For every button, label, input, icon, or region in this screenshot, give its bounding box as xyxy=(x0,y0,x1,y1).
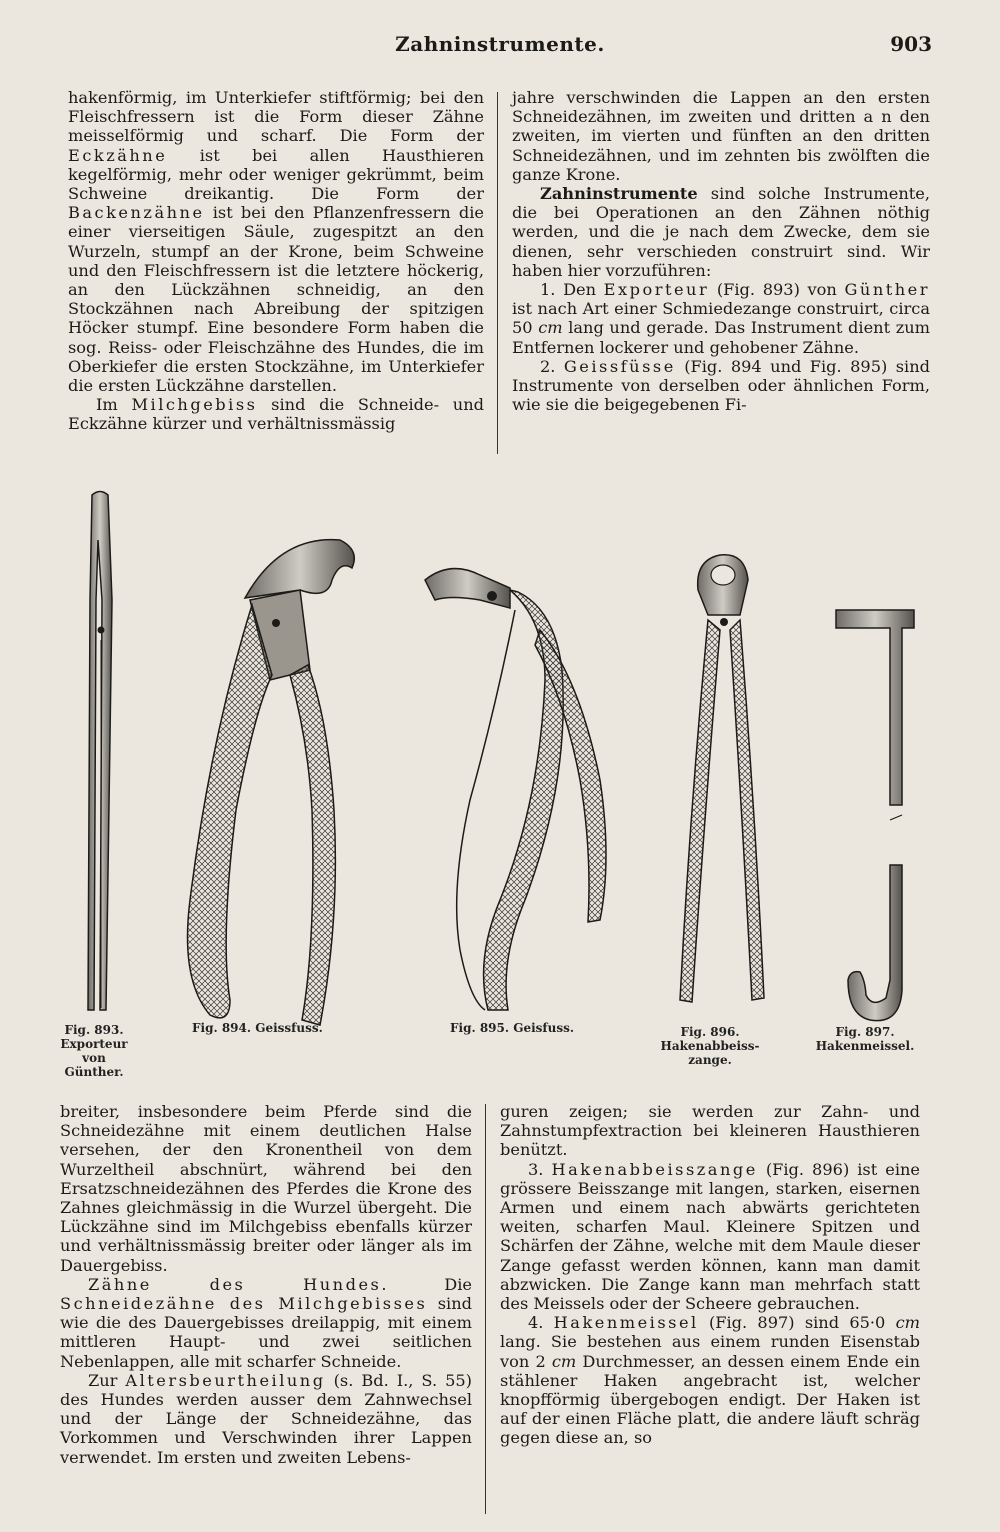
paragraph xyxy=(60,1371,472,1467)
paragraph xyxy=(512,184,930,280)
caption-line: Hakenmeissel. xyxy=(815,1039,915,1053)
text-run: hakenförmig, im Unterkiefer stiftförmig; bei den Fleischfressern ist die Form dieser Zähne meisselförmig und scharf. Die Form der xyxy=(68,88,484,146)
text-run: jahre verschwinden die Lappen an den ersten Schneidezähnen, im zweiten und dritten a n den zweiten, im vierten und fünften an den dritten Schneidezähnen, und im zehnten bis zwölften die ganze Krone. xyxy=(512,88,930,184)
spaced-text: Hakenmeissel xyxy=(553,1313,699,1333)
paragraph xyxy=(68,395,484,433)
text-run: (s. Bd. I., S. 55) des Hundes werden ausser dem Zahnwechsel und der Länge der Schneidezähne, das Vorkommen und Verschwinden ihrer Lappen verwendet. Im ersten und zweiten Lebens- xyxy=(60,1370,472,1467)
figure-plate xyxy=(40,480,970,1040)
column-top-right xyxy=(512,88,930,414)
column-top-left xyxy=(68,88,484,434)
bold-text: Zahninstrumente xyxy=(540,184,698,204)
text-run: lang. Sie bestehen aus einem runden Eisenstab von 2 xyxy=(500,1332,920,1371)
text-run: lang und gerade. Das Instrument dient zum Entfernen lockerer und gehobener Zähne. xyxy=(512,318,930,357)
text-run: Durchmesser, an dessen einem Ende ein stählener Haken angebracht ist, welcher knopfförmig übergebogen endigt. Der Haken ist auf der einen Fläche platt, die andere läuft schräg gegen diese an, so xyxy=(500,1351,920,1448)
caption-fig-895: Fig. 895. Geisfuss. xyxy=(450,1021,575,1035)
page-number: 903 xyxy=(890,32,932,56)
caption-fig-894: Fig. 894. Geissfuss. xyxy=(192,1021,323,1035)
paragraph xyxy=(512,357,930,415)
spaced-text: Altersbeurtheilung xyxy=(125,1370,326,1390)
hakenmeissel-illustration xyxy=(836,610,914,1021)
text-run: Zur xyxy=(88,1370,126,1390)
italic-text: cm xyxy=(551,1351,577,1371)
spaced-text: Günther xyxy=(844,280,930,300)
caption-fig-896 xyxy=(650,1025,770,1067)
caption-fig-897 xyxy=(800,1025,930,1053)
text-run: (Fig. 896) ist eine grössere Beisszange mit langen, starken, eisernen Armen und einem nach abwärts gerichteten weiten, scharfen Maul. Kleinere Spitzen und Schärfen der Zähne, welche mit dem Maule dieser Zange gefasst werden können, kann man damit abzwicken. Die Zange kann man mehrfach statt des Meissels oder der Scheere gebrauchen. xyxy=(500,1159,921,1314)
spaced-text: Eckzähne xyxy=(68,145,168,165)
text-run: guren zeigen; sie werden zur Zahn- und Zahnstumpfextraction bei kleineren Hausthieren benützt. xyxy=(500,1102,920,1160)
column-divider xyxy=(485,1104,486,1514)
paragraph xyxy=(512,280,930,357)
text-run: Die xyxy=(388,1274,472,1294)
caption-fig-893 xyxy=(44,1023,144,1079)
text-run: sind solche Instrumente, die bei Operationen an den Zähnen nöthig werden, und die je nach dem Zwecke, dem sie dienen, sehr verschieden construirt sind. Wir haben hier vorzuführen: xyxy=(512,184,930,280)
paragraph xyxy=(60,1275,472,1371)
text-run: ist bei allen Hausthieren kegelförmig, mehr oder weniger gekrümmt, beim Schweine dreikantig. Die Form der xyxy=(68,145,484,204)
column-bottom-left xyxy=(60,1102,472,1467)
caption-line: Fig. 893. xyxy=(64,1023,124,1037)
spaced-text: Hakenabbeisszange xyxy=(551,1159,758,1179)
paragraph xyxy=(500,1313,920,1447)
text-run: (Fig. 894 und Fig. 895) sind Instrumente von derselben oder ähnlichen Form, wie sie die beigegebenen Fi- xyxy=(512,356,930,415)
caption-line: Fig. 896. xyxy=(680,1025,740,1039)
geissfuss-894-illustration xyxy=(188,540,355,1025)
spaced-text: Geissfüsse xyxy=(563,356,676,376)
text-run: sind die Schneide- und Eckzähne kürzer und verhältnissmässig xyxy=(68,395,484,434)
caption-line: Günther. xyxy=(64,1065,124,1079)
text-run: ist bei den Pflanzenfressern die einer vierseitigen Säule, zugespitzt an den Wurzeln, stumpf an der Krone, beim Schweine und den Fleischfressern ist die letztere höckerig, an den Lückzähnen schneidig, an den Stockzähnen nach Abreibung der spitzigen Höcker stumpf. Eine besondere Form haben die sog. Reiss- oder Fleischzähne des Hundes, die im Oberkiefer die ersten Stockzähne, im Unterkiefer die ersten Lückzähne darstellen. xyxy=(68,203,484,396)
spaced-text: Exporteur xyxy=(603,280,710,300)
column-divider xyxy=(497,92,498,454)
page-title: Zahninstrumente. xyxy=(395,32,605,56)
exporteur-illustration xyxy=(88,492,112,1011)
paragraph xyxy=(500,1102,920,1160)
caption-line: Exporteur xyxy=(60,1037,128,1051)
paragraph xyxy=(68,88,484,395)
running-head xyxy=(0,32,1000,62)
text-run: 3. xyxy=(528,1159,552,1179)
paragraph xyxy=(512,88,930,184)
text-run: sind wie die des Dauergebisses dreilappig, mit einem mittleren Haupt- und zwei seitlichen Nebenlappen, alle mit scharfer Schneide. xyxy=(60,1294,473,1371)
spaced-text: Schneidezähne des Milchgebisses xyxy=(60,1294,428,1314)
caption-line: Hakenabbeiss- xyxy=(660,1039,760,1053)
column-bottom-right xyxy=(500,1102,920,1448)
spaced-text: Backenzähne xyxy=(68,203,205,223)
italic-text: cm xyxy=(895,1313,920,1333)
text-run: Im xyxy=(96,395,132,415)
text-run: (Fig. 897) sind 65·0 xyxy=(698,1313,896,1333)
spaced-text: Milchgebiss xyxy=(131,395,258,415)
spaced-text: Zähne des Hundes. xyxy=(88,1274,389,1294)
geisfuss-895-illustration xyxy=(425,569,606,1010)
text-run: ist nach Art einer Schmiedezange construirt, circa 50 xyxy=(512,299,930,338)
italic-text: cm xyxy=(538,318,563,338)
paragraph xyxy=(60,1102,472,1275)
caption-line: zange. xyxy=(688,1053,732,1067)
text-run: 1. Den xyxy=(540,280,604,300)
text-run: 2. xyxy=(540,356,564,376)
text-run: 4. xyxy=(528,1313,554,1333)
caption-line: Fig. 897. xyxy=(835,1025,895,1039)
text-run: (Fig. 893) von xyxy=(709,280,845,300)
caption-line: von xyxy=(82,1051,106,1065)
hakenabbeisszange-illustration xyxy=(680,555,764,1002)
text-run: breiter, insbesondere beim Pferde sind die Schneidezähne mit einem deutlichen Halse versehen, der den Kronentheil von dem Wurzeltheil abschnürt, während bei den Ersatzschneidezähnen des Pferdes die Krone des Zahnes gleichmässig in die Wurzel übergeht. Die Lückzähne sind im Milchgebiss ebenfalls kürzer und verhältnissmässig breiter oder länger als im Dauergebiss. xyxy=(60,1102,472,1275)
paragraph xyxy=(500,1160,920,1314)
